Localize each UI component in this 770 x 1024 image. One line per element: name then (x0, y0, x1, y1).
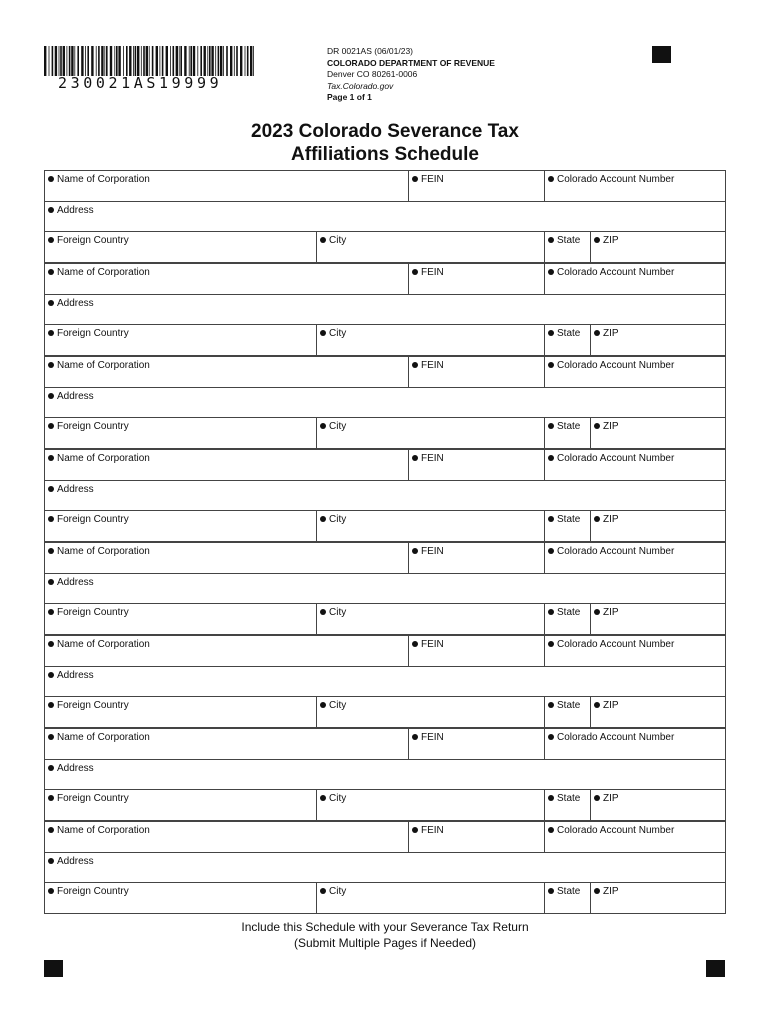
bullet-icon (320, 330, 326, 336)
barcode-bar (223, 46, 224, 76)
zip-field[interactable] (590, 417, 726, 449)
bullet-icon (548, 795, 554, 801)
bullet-icon (48, 795, 54, 801)
barcode-bar (135, 46, 137, 76)
field-label: Address (57, 391, 94, 402)
barcode-bar (176, 46, 178, 76)
city-field[interactable] (316, 324, 545, 356)
barcode-bar (110, 46, 112, 76)
barcode-bar (215, 46, 216, 76)
bullet-icon (412, 827, 418, 833)
address-field[interactable] (44, 573, 726, 604)
bullet-icon (548, 702, 554, 708)
address-field[interactable] (44, 201, 726, 232)
colorado-account-number-field[interactable] (544, 263, 726, 295)
corporation-entry-6 (44, 635, 726, 728)
bullet-icon (48, 393, 54, 399)
barcode-bar (160, 46, 161, 76)
field-label: FEIN (421, 267, 444, 278)
affiliations-form (44, 170, 726, 914)
barcode-bar (118, 46, 120, 76)
barcode-bar (104, 46, 105, 76)
bullet-icon (48, 858, 54, 864)
field-label: ZIP (603, 607, 619, 618)
bullet-icon (48, 486, 54, 492)
barcode-bar (152, 46, 154, 76)
field-label: City (329, 514, 347, 525)
bullet-icon (548, 330, 554, 336)
bullet-icon (594, 702, 600, 708)
colorado-account-number-field[interactable] (544, 449, 726, 481)
corporation-entry-2 (44, 263, 726, 356)
field-label: State (557, 793, 581, 804)
barcode-bar (137, 46, 139, 76)
field-label: Foreign Country (57, 700, 129, 711)
foreign-country-field[interactable] (44, 417, 317, 449)
address-field[interactable] (44, 387, 726, 418)
barcode-bar (52, 46, 54, 76)
field-label: ZIP (603, 421, 619, 432)
bullet-icon (548, 609, 554, 615)
bullet-icon (48, 702, 54, 708)
field-label: FEIN (421, 732, 444, 743)
page-number: Page 1 of 1 (327, 92, 372, 102)
field-label: ZIP (603, 886, 619, 897)
bullet-icon (412, 269, 418, 275)
department-city: Denver CO 80261-0006 (327, 69, 418, 79)
field-label: State (557, 235, 581, 246)
field-label: Name of Corporation (57, 639, 150, 650)
field-label: Colorado Account Number (557, 174, 675, 185)
name-of-corporation-field[interactable] (44, 356, 409, 388)
barcode-bar (96, 46, 97, 76)
address-field[interactable] (44, 852, 726, 883)
city-field[interactable] (316, 417, 545, 449)
field-label: FEIN (421, 825, 444, 836)
barcode-bar (211, 46, 213, 76)
corporation-entry-4 (44, 449, 726, 542)
field-label: FEIN (421, 174, 444, 185)
bullet-icon (548, 362, 554, 368)
colorado-account-number-field[interactable] (544, 542, 726, 574)
field-label: Name of Corporation (57, 360, 150, 371)
bullet-icon (548, 641, 554, 647)
registration-mark-top-right (652, 46, 671, 63)
colorado-account-number-field[interactable] (544, 821, 726, 853)
barcode-bar (141, 46, 142, 76)
field-label: FEIN (421, 639, 444, 650)
barcode-bar (156, 46, 158, 76)
foreign-country-field[interactable] (44, 696, 317, 728)
barcode-bar (143, 46, 145, 76)
barcode-bar (245, 46, 246, 76)
state-field[interactable] (544, 603, 591, 635)
field-label: State (557, 700, 581, 711)
barcode-bar (67, 46, 68, 76)
barcode-bar (149, 46, 150, 76)
field-label: Address (57, 484, 94, 495)
barcode-bar (200, 46, 202, 76)
barcode-bar (207, 46, 208, 76)
barcode-bar (116, 46, 118, 76)
barcode-bar (220, 46, 222, 76)
bullet-icon (548, 734, 554, 740)
zip-field[interactable] (590, 789, 726, 821)
city-field[interactable] (316, 510, 545, 542)
bullet-icon (48, 269, 54, 275)
bullet-icon (594, 330, 600, 336)
bullet-icon (48, 362, 54, 368)
fein-field[interactable] (408, 449, 545, 481)
footer-note: (Submit Multiple Pages if Needed) (293, 936, 477, 950)
fein-field[interactable] (408, 356, 545, 388)
field-label: Name of Corporation (57, 453, 150, 464)
state-field[interactable] (544, 231, 591, 263)
address-field[interactable] (44, 480, 726, 511)
field-label: Colorado Account Number (557, 360, 675, 371)
form-header (327, 46, 495, 104)
colorado-account-number-field[interactable] (544, 170, 726, 202)
field-label: Foreign Country (57, 421, 129, 432)
barcode-bar (91, 46, 93, 76)
field-label: Foreign Country (57, 607, 129, 618)
barcode-bar (230, 46, 232, 76)
bullet-icon (48, 207, 54, 213)
bullet-icon (48, 672, 54, 678)
field-label: Colorado Account Number (557, 732, 675, 743)
corporation-entry-3 (44, 356, 726, 449)
barcode-bar (81, 46, 83, 76)
field-label: Name of Corporation (57, 546, 150, 557)
barcode-bar (218, 46, 220, 76)
barcode-bar (55, 46, 57, 76)
fein-field[interactable] (408, 170, 545, 202)
corporation-entry-1 (44, 170, 726, 263)
bullet-icon (48, 609, 54, 615)
name-of-corporation-field[interactable] (44, 449, 409, 481)
field-label: ZIP (603, 328, 619, 339)
bullet-icon (594, 795, 600, 801)
page-subtitle: Affiliations Schedule (291, 144, 479, 165)
address-field[interactable] (44, 759, 726, 790)
field-label: Foreign Country (57, 328, 129, 339)
bullet-icon (548, 548, 554, 554)
barcode-bar (170, 46, 171, 76)
city-field[interactable] (316, 696, 545, 728)
address-field[interactable] (44, 294, 726, 325)
field-label: ZIP (603, 514, 619, 525)
bullet-icon (412, 455, 418, 461)
barcode-bar (44, 46, 46, 76)
bullet-icon (412, 641, 418, 647)
bullet-icon (48, 423, 54, 429)
field-label: Foreign Country (57, 793, 129, 804)
bullet-icon (594, 609, 600, 615)
bullet-icon (594, 516, 600, 522)
barcode-bar (226, 46, 228, 76)
bullet-icon (548, 455, 554, 461)
barcode-bar (74, 46, 75, 76)
bullet-icon (548, 237, 554, 243)
field-label: State (557, 514, 581, 525)
bullet-icon (48, 176, 54, 182)
barcode-bar (173, 46, 175, 76)
bullet-icon (548, 423, 554, 429)
bullet-icon (412, 176, 418, 182)
barcode-bar (146, 46, 148, 76)
barcode-bar (85, 46, 86, 76)
field-label: Name of Corporation (57, 732, 150, 743)
field-label: City (329, 700, 347, 711)
field-label: ZIP (603, 700, 619, 711)
bullet-icon (320, 702, 326, 708)
field-label: State (557, 607, 581, 618)
state-field[interactable] (544, 696, 591, 728)
barcode-bar (166, 46, 168, 76)
barcode-bar (77, 46, 79, 76)
field-label: Colorado Account Number (557, 825, 675, 836)
bullet-icon (548, 516, 554, 522)
barcode-bar (59, 46, 60, 76)
barcode-bar (98, 46, 100, 76)
field-label: Name of Corporation (57, 174, 150, 185)
bullet-icon (48, 827, 54, 833)
bullet-icon (548, 888, 554, 894)
field-label: City (329, 793, 347, 804)
barcode-bar (71, 46, 73, 76)
city-field[interactable] (316, 231, 545, 263)
bullet-icon (48, 734, 54, 740)
city-field[interactable] (316, 882, 545, 914)
registration-mark-bottom-right (706, 960, 725, 977)
name-of-corporation-field[interactable] (44, 263, 409, 295)
field-label: Foreign Country (57, 235, 129, 246)
state-field[interactable] (544, 882, 591, 914)
bullet-icon (48, 579, 54, 585)
zip-field[interactable] (590, 882, 726, 914)
name-of-corporation-field[interactable] (44, 821, 409, 853)
barcode-bar (253, 46, 254, 76)
corporation-entry-7 (44, 728, 726, 821)
barcode-bar (189, 46, 190, 76)
bullet-icon (48, 455, 54, 461)
bullet-icon (48, 641, 54, 647)
bullet-icon (412, 362, 418, 368)
footer-instruction: Include this Schedule with your Severance Tax Return (241, 920, 529, 934)
colorado-account-number-field[interactable] (544, 635, 726, 667)
bullet-icon (320, 795, 326, 801)
barcode-bar (101, 46, 103, 76)
state-field[interactable] (544, 789, 591, 821)
state-field[interactable] (544, 324, 591, 356)
bullet-icon (48, 516, 54, 522)
bullet-icon (548, 176, 554, 182)
state-field[interactable] (544, 510, 591, 542)
barcode-bar (60, 46, 62, 76)
field-label: Address (57, 763, 94, 774)
name-of-corporation-field[interactable] (44, 542, 409, 574)
fein-field[interactable] (408, 821, 545, 853)
form-code: DR 0021AS (06/01/23) (327, 46, 413, 56)
field-label: Address (57, 856, 94, 867)
foreign-country-field[interactable] (44, 324, 317, 356)
barcode-bar (87, 46, 89, 76)
address-field[interactable] (44, 666, 726, 697)
bullet-icon (320, 237, 326, 243)
field-label: Address (57, 205, 94, 216)
barcode-bar (133, 46, 134, 76)
fein-field[interactable] (408, 263, 545, 295)
barcode-bar (123, 46, 124, 76)
colorado-account-number-field[interactable] (544, 728, 726, 760)
field-label: City (329, 421, 347, 432)
zip-field[interactable] (590, 231, 726, 263)
bullet-icon (48, 300, 54, 306)
field-label: Address (57, 577, 94, 588)
fein-field[interactable] (408, 635, 545, 667)
corporation-entry-8 (44, 821, 726, 914)
field-label: Foreign Country (57, 514, 129, 525)
bullet-icon (594, 237, 600, 243)
zip-field[interactable] (590, 510, 726, 542)
barcode-bar (180, 46, 182, 76)
bullet-icon (48, 765, 54, 771)
field-label: Foreign Country (57, 886, 129, 897)
bullet-icon (412, 548, 418, 554)
field-label: City (329, 328, 347, 339)
bullet-icon (48, 237, 54, 243)
name-of-corporation-field[interactable] (44, 170, 409, 202)
barcode-number: 230021AS19999 (58, 74, 223, 92)
name-of-corporation-field[interactable] (44, 728, 409, 760)
bullet-icon (48, 330, 54, 336)
field-label: Colorado Account Number (557, 546, 675, 557)
zip-field[interactable] (590, 696, 726, 728)
barcode-bar (179, 46, 180, 76)
barcode-bar (162, 46, 164, 76)
bullet-icon (320, 888, 326, 894)
barcode-bar (197, 46, 198, 76)
bullet-icon (48, 888, 54, 894)
barcode (44, 46, 256, 76)
barcode-bar (240, 46, 242, 76)
registration-mark-bottom-left (44, 960, 63, 977)
bullet-icon (320, 423, 326, 429)
barcode-bar (63, 46, 65, 76)
foreign-country-field[interactable] (44, 603, 317, 635)
bullet-icon (412, 734, 418, 740)
barcode-bar (184, 46, 186, 76)
barcode-bar (247, 46, 249, 76)
field-label: State (557, 886, 581, 897)
barcode-bar (69, 46, 71, 76)
barcode-bar (190, 46, 192, 76)
barcode-bar (126, 46, 128, 76)
bullet-icon (594, 423, 600, 429)
foreign-country-field[interactable] (44, 231, 317, 263)
bullet-icon (320, 516, 326, 522)
field-label: FEIN (421, 453, 444, 464)
field-label: FEIN (421, 546, 444, 557)
bullet-icon (548, 269, 554, 275)
city-field[interactable] (316, 789, 545, 821)
barcode-bar (193, 46, 195, 76)
field-label: City (329, 886, 347, 897)
bullet-icon (594, 888, 600, 894)
field-label: Colorado Account Number (557, 267, 675, 278)
field-label: Colorado Account Number (557, 639, 675, 650)
barcode-bar (49, 46, 50, 76)
foreign-country-field[interactable] (44, 510, 317, 542)
foreign-country-field[interactable] (44, 789, 317, 821)
page-title: 2023 Colorado Severance Tax (251, 121, 519, 142)
city-field[interactable] (316, 603, 545, 635)
field-label: Name of Corporation (57, 825, 150, 836)
colorado-account-number-field[interactable] (544, 356, 726, 388)
bullet-icon (48, 548, 54, 554)
field-label: State (557, 421, 581, 432)
fein-field[interactable] (408, 542, 545, 574)
barcode-bar (129, 46, 131, 76)
name-of-corporation-field[interactable] (44, 635, 409, 667)
field-label: ZIP (603, 793, 619, 804)
barcode-bar (114, 46, 115, 76)
field-label: Name of Corporation (57, 267, 150, 278)
fein-field[interactable] (408, 728, 545, 760)
field-label: State (557, 328, 581, 339)
field-label: City (329, 607, 347, 618)
bullet-icon (548, 827, 554, 833)
bullet-icon (320, 609, 326, 615)
field-label: City (329, 235, 347, 246)
foreign-country-field[interactable] (44, 882, 317, 914)
barcode-bar (106, 46, 108, 76)
barcode-bar (234, 46, 235, 76)
state-field[interactable] (544, 417, 591, 449)
field-label: Colorado Account Number (557, 453, 675, 464)
corporation-entry-5 (44, 542, 726, 635)
zip-field[interactable] (590, 603, 726, 635)
field-label: FEIN (421, 360, 444, 371)
department-website: Tax.Colorado.gov (327, 80, 394, 91)
barcode-bar (250, 46, 252, 76)
department-name: COLORADO DEPARTMENT OF REVENUE (327, 57, 495, 68)
barcode-bar (204, 46, 206, 76)
barcode-bar (209, 46, 211, 76)
field-label: Address (57, 670, 94, 681)
zip-field[interactable] (590, 324, 726, 356)
field-label: ZIP (603, 235, 619, 246)
barcode-bar (236, 46, 238, 76)
field-label: Address (57, 298, 94, 309)
